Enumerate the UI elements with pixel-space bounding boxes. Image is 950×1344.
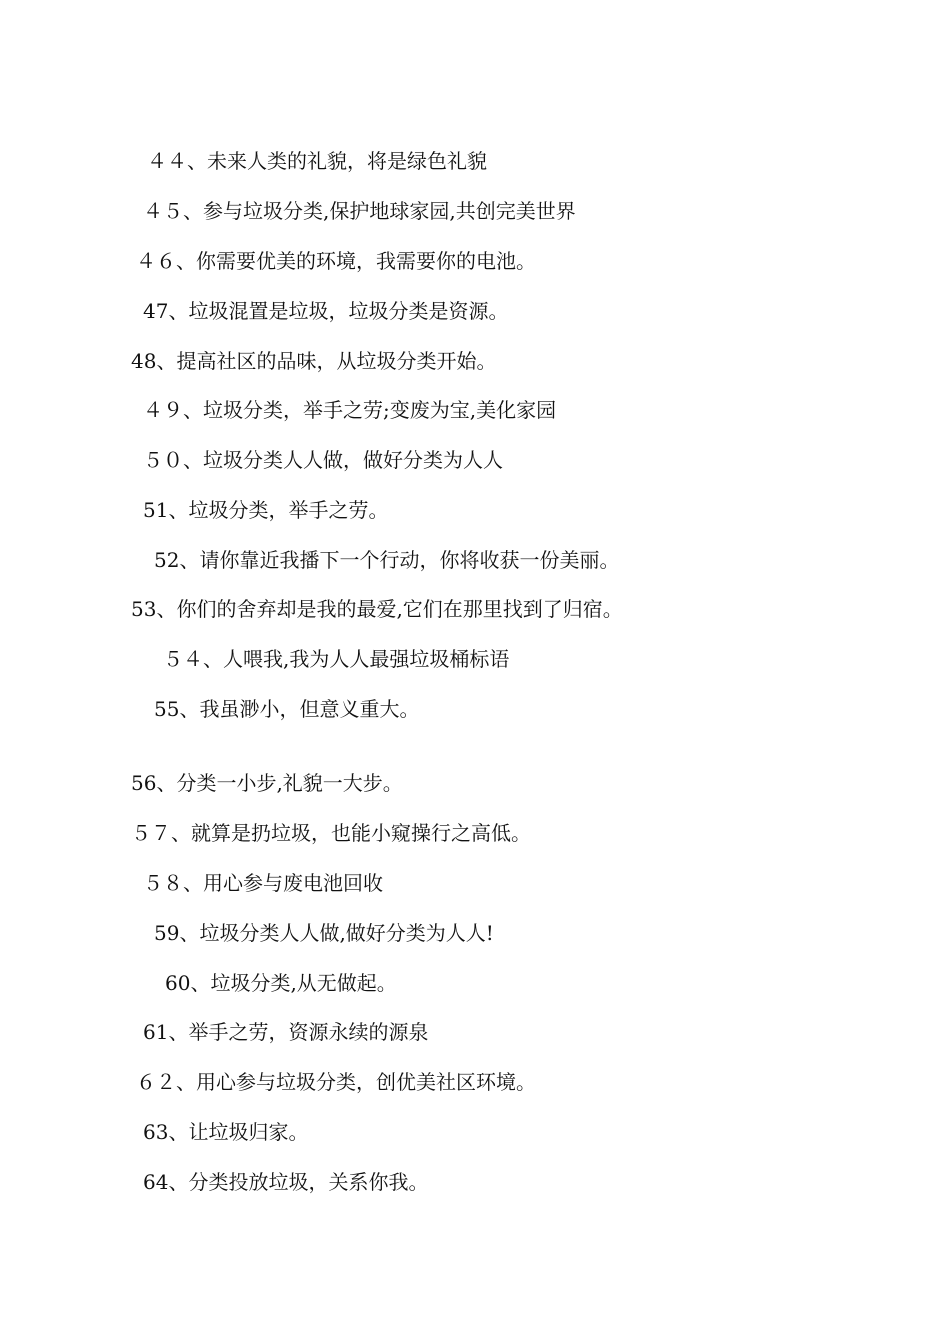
slogan-line-48: 48、提高社区的品味，从垃圾分类开始。	[131, 349, 497, 373]
slogan-line-45: ４５、参与垃圾分类,保护地球家园,共创完美世界	[143, 199, 576, 223]
slogan-line-64: 64、分类投放垃圾，关系你我。	[143, 1170, 429, 1194]
slogan-line-46: ４６、你需要优美的环境，我需要你的电池。	[136, 249, 536, 273]
slogan-line-47: 47、垃圾混置是垃圾，垃圾分类是资源。	[143, 299, 509, 323]
slogan-line-44: ４４、未来人类的礼貌，将是绿色礼貌	[147, 149, 487, 173]
slogan-line-55: 55、我虽渺小，但意义重大。	[154, 697, 420, 721]
slogan-line-58: ５８、用心参与废电池回收	[143, 871, 383, 895]
slogan-line-49: ４９、垃圾分类，举手之劳;变废为宝,美化家园	[143, 398, 557, 422]
slogan-line-63: 63、让垃圾归家。	[143, 1120, 309, 1144]
slogan-line-57: ５７、就算是扔垃圾，也能小窥操行之高低。	[131, 821, 531, 845]
slogan-line-54: ５４、人喂我,我为人人最强垃圾桶标语	[163, 647, 510, 671]
slogan-line-50: ５０、垃圾分类人人做，做好分类为人人	[143, 448, 503, 472]
slogan-line-61: 61、举手之劳，资源永续的源泉	[143, 1020, 429, 1044]
slogan-line-53: 53、你们的舍弃却是我的最爱,它们在那里找到了归宿。	[131, 597, 623, 621]
slogan-line-62: ６２、用心参与垃圾分类，创优美社区环境。	[136, 1070, 536, 1094]
slogan-line-60: 60、垃圾分类,从无做起。	[165, 971, 397, 995]
slogan-line-51: 51、垃圾分类，举手之劳。	[143, 498, 389, 522]
slogan-line-56: 56、分类一小步,礼貌一大步。	[131, 771, 403, 795]
slogan-line-59: 59、垃圾分类人人做,做好分类为人人!	[154, 921, 494, 945]
slogan-line-52: 52、请你靠近我播下一个行动，你将收获一份美丽。	[154, 548, 620, 572]
